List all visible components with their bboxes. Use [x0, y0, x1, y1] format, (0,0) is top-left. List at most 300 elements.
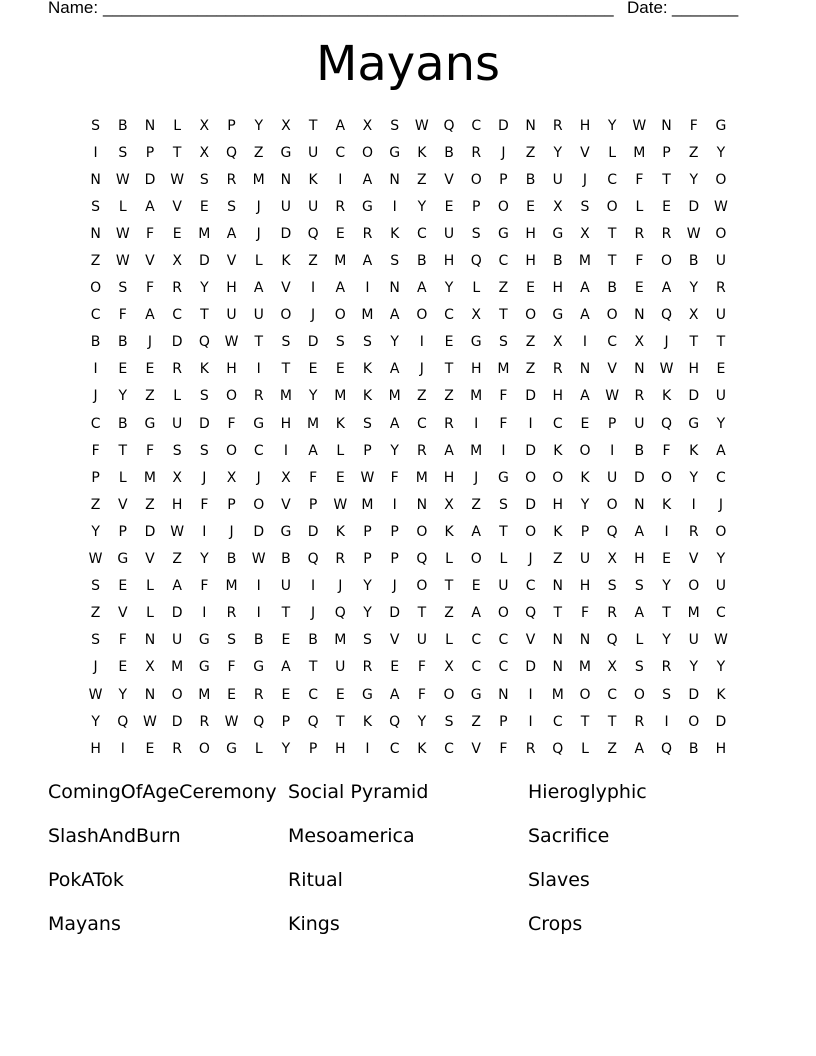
- grid-letter: B: [688, 253, 699, 270]
- grid-letter: W: [224, 334, 239, 351]
- grid-letter: S: [662, 686, 671, 703]
- grid-letter: M: [198, 225, 211, 242]
- grid-letter: S: [91, 578, 101, 595]
- grid-letter: F: [499, 415, 508, 432]
- grid-letter: O: [661, 469, 673, 486]
- grid-letter: N: [634, 307, 645, 324]
- grid-letter: E: [526, 280, 536, 297]
- grid-letter: V: [117, 605, 128, 622]
- grid-letter: H: [525, 225, 536, 242]
- grid-letter: C: [416, 415, 427, 432]
- grid-letter: P: [145, 144, 155, 161]
- grid-letter: I: [528, 415, 533, 432]
- grid-letter: W: [143, 713, 157, 730]
- grid-row: [82, 464, 735, 491]
- grid-letter: W: [713, 198, 728, 215]
- grid-letter: G: [198, 632, 210, 649]
- grid-letter: Z: [253, 144, 264, 161]
- grid-letter: I: [256, 605, 261, 622]
- grid-letter: H: [171, 496, 183, 513]
- grid-letter: I: [120, 740, 125, 757]
- grid-letter: E: [634, 280, 644, 297]
- grid-letter: V: [117, 496, 128, 513]
- grid-letter: Z: [552, 551, 563, 568]
- grid-letter: T: [417, 605, 427, 622]
- grid-letter: E: [526, 198, 536, 215]
- grid-letter: Y: [553, 144, 563, 161]
- grid-letter: M: [687, 605, 700, 622]
- grid-letter: O: [280, 307, 292, 324]
- grid-letter: E: [444, 334, 454, 351]
- grid-letter: P: [308, 496, 318, 513]
- grid-letter: Z: [444, 388, 454, 405]
- grid-letter: I: [474, 415, 479, 432]
- grid-letter: G: [497, 225, 509, 242]
- grid-letter: G: [280, 523, 292, 540]
- grid-letter: F: [417, 659, 426, 676]
- grid-letter: S: [444, 713, 454, 730]
- grid-letter: A: [226, 225, 237, 242]
- grid-letter: R: [471, 144, 482, 161]
- grid-letter: P: [580, 523, 590, 540]
- grid-letter: S: [118, 144, 128, 161]
- grid-letter: B: [308, 632, 318, 649]
- grid-letter: F: [227, 659, 236, 676]
- grid-letter: B: [634, 442, 645, 459]
- grid-letter: S: [363, 334, 372, 351]
- grid-letter: W: [224, 713, 239, 730]
- grid-letter: C: [716, 605, 726, 622]
- grid-letter: L: [118, 198, 127, 215]
- grid-letter: A: [580, 388, 590, 405]
- word-list-item: Crops: [528, 913, 583, 935]
- grid-letter: G: [253, 415, 265, 432]
- grid-letter: B: [281, 551, 291, 568]
- grid-letter: I: [283, 442, 288, 459]
- grid-letter: N: [389, 171, 400, 188]
- grid-letter: M: [334, 253, 347, 270]
- grid-letter: A: [389, 686, 400, 703]
- grid-letter: H: [552, 388, 564, 405]
- grid-letter: H: [443, 253, 455, 270]
- page-title: Mayans: [315, 36, 501, 92]
- grid-letter: Y: [689, 469, 698, 486]
- grid-letter: P: [308, 740, 318, 757]
- grid-letter: M: [388, 388, 401, 405]
- grid-letter: X: [580, 225, 590, 242]
- grid-letter: C: [607, 686, 618, 703]
- grid-letter: E: [281, 632, 291, 649]
- grid-letter: C: [552, 415, 563, 432]
- grid-letter: L: [173, 117, 182, 134]
- grid-letter: O: [552, 469, 564, 486]
- grid-letter: W: [713, 632, 728, 649]
- grid-letter: Y: [716, 551, 726, 568]
- grid-letter: K: [553, 523, 563, 540]
- grid-letter: F: [91, 442, 100, 459]
- grid-letter: S: [91, 198, 101, 215]
- grid-letter: G: [552, 225, 564, 242]
- grid-letter: B: [226, 551, 237, 568]
- grid-letter: E: [580, 415, 590, 432]
- grid-letter: R: [688, 523, 699, 540]
- grid-letter: Y: [363, 605, 372, 622]
- grid-letter: Y: [363, 578, 372, 595]
- grid-letter: L: [581, 740, 589, 757]
- name-field-line: ______________________________________________________: [103, 0, 614, 17]
- grid-letter: Z: [417, 388, 427, 405]
- grid-letter: P: [662, 144, 671, 161]
- grid-letter: D: [198, 415, 210, 432]
- grid-letter: K: [199, 361, 209, 378]
- grid-row: [82, 573, 735, 600]
- grid-letter: N: [634, 496, 645, 513]
- word-list-item: Mayans: [48, 913, 121, 935]
- grid-letter: B: [90, 334, 101, 351]
- grid-letter: K: [661, 496, 672, 513]
- grid-letter: X: [145, 659, 155, 676]
- grid-letter: T: [172, 144, 182, 161]
- grid-letter: Z: [525, 361, 536, 378]
- grid-letter: S: [580, 198, 590, 215]
- grid-letter: R: [525, 740, 536, 757]
- grid-letter: S: [91, 632, 101, 649]
- grid-row: [82, 491, 735, 518]
- grid-letter: P: [363, 442, 372, 459]
- grid-letter: D: [171, 605, 183, 622]
- grid-letter: S: [199, 388, 209, 405]
- grid-letter: O: [715, 523, 727, 540]
- grid-letter: N: [389, 280, 400, 297]
- grid-letter: P: [390, 551, 399, 568]
- grid-letter: T: [281, 605, 291, 622]
- grid-letter: E: [444, 198, 454, 215]
- grid-letter: O: [416, 523, 428, 540]
- grid-letter: J: [256, 198, 261, 215]
- grid-letter: J: [528, 551, 533, 568]
- grid-letter: H: [552, 496, 564, 513]
- grid-letter: H: [90, 740, 101, 757]
- grid-letter: C: [471, 117, 482, 134]
- word-list-row: [48, 822, 768, 866]
- grid-letter: T: [444, 578, 454, 595]
- grid-row: [82, 139, 735, 166]
- grid-letter: J: [338, 578, 343, 595]
- grid-letter: O: [443, 686, 455, 703]
- grid-letter: F: [309, 469, 318, 486]
- grid-letter: Y: [118, 388, 128, 405]
- grid-letter: V: [607, 361, 617, 378]
- grid-letter: Q: [334, 605, 346, 622]
- grid-letter: Z: [525, 334, 536, 351]
- grid-letter: I: [256, 578, 261, 595]
- grid-letter: J: [93, 659, 98, 676]
- grid-letter: O: [334, 307, 346, 324]
- grid-letter: R: [634, 225, 645, 242]
- grid-letter: E: [308, 361, 318, 378]
- grid-letter: T: [499, 523, 508, 540]
- grid-letter: U: [307, 144, 319, 161]
- grid-letter: J: [256, 469, 261, 486]
- grid-letter: G: [688, 415, 700, 432]
- word-list-item: Mesoamerica: [288, 825, 415, 847]
- grid-letter: C: [471, 659, 482, 676]
- grid-letter: M: [633, 144, 646, 161]
- grid-letter: O: [579, 442, 591, 459]
- grid-letter: O: [525, 523, 537, 540]
- grid-letter: U: [280, 198, 292, 215]
- grid-letter: J: [147, 334, 153, 351]
- grid-letter: C: [90, 415, 101, 432]
- grid-letter: T: [308, 659, 318, 676]
- grid-letter: Z: [607, 740, 617, 757]
- grid-letter: L: [254, 740, 263, 757]
- grid-row: [82, 356, 735, 383]
- word-list-row: [48, 778, 768, 822]
- grid-letter: U: [307, 198, 319, 215]
- grid-letter: D: [715, 713, 727, 730]
- grid-row: [82, 166, 735, 193]
- grid-letter: G: [226, 740, 237, 757]
- grid-letter: N: [280, 171, 292, 188]
- grid-letter: I: [202, 605, 207, 622]
- grid-letter: R: [416, 442, 427, 459]
- grid-letter: R: [552, 361, 563, 378]
- grid-letter: F: [662, 442, 671, 459]
- grid-letter: X: [471, 307, 482, 324]
- grid-letter: M: [470, 388, 483, 405]
- grid-letter: T: [580, 713, 590, 730]
- grid-letter: V: [444, 171, 454, 188]
- grid-letter: M: [279, 388, 292, 405]
- grid-letter: O: [606, 307, 618, 324]
- grid-letter: L: [499, 551, 508, 568]
- grid-letter: I: [311, 578, 316, 595]
- grid-letter: Z: [90, 253, 101, 270]
- grid-letter: K: [444, 523, 454, 540]
- grid-letter: Q: [307, 551, 319, 568]
- grid-letter: S: [281, 334, 291, 351]
- grid-letter: Z: [688, 144, 699, 161]
- grid-letter: R: [444, 415, 454, 432]
- grid-letter: Y: [308, 388, 318, 405]
- grid-letter: C: [498, 632, 509, 649]
- grid-letter: A: [335, 280, 346, 297]
- grid-letter: N: [634, 361, 645, 378]
- grid-letter: E: [662, 198, 671, 215]
- grid-letter: V: [471, 740, 481, 757]
- grid-letter: S: [227, 632, 236, 649]
- grid-letter: X: [634, 334, 645, 351]
- grid-letter: H: [525, 253, 536, 270]
- grid-letter: H: [579, 578, 591, 595]
- grid-letter: R: [172, 280, 183, 297]
- grid-letter: E: [172, 225, 182, 242]
- grid-letter: T: [444, 361, 454, 378]
- grid-letter: H: [470, 361, 482, 378]
- grid-letter: W: [414, 117, 429, 134]
- grid-letter: D: [144, 523, 156, 540]
- grid-letter: R: [172, 740, 183, 757]
- grid-letter: A: [444, 442, 454, 459]
- grid-letter: F: [635, 253, 644, 270]
- grid-letter: O: [171, 686, 183, 703]
- grid-letter: J: [474, 469, 479, 486]
- grid-letter: B: [444, 144, 454, 161]
- word-list-row: [48, 910, 768, 954]
- grid-letter: E: [471, 578, 481, 595]
- grid-letter: O: [361, 144, 373, 161]
- grid-letter: E: [335, 361, 345, 378]
- grid-letter: K: [362, 361, 373, 378]
- grid-letter: W: [115, 171, 130, 188]
- grid-letter: T: [336, 713, 345, 730]
- grid-letter: F: [580, 605, 589, 622]
- grid-letter: U: [552, 171, 563, 188]
- grid-letter: W: [115, 225, 130, 242]
- grid-letter: E: [281, 686, 291, 703]
- grid-letter: K: [716, 686, 726, 703]
- grid-letter: E: [227, 686, 236, 703]
- grid-letter: O: [715, 171, 727, 188]
- grid-letter: C: [498, 253, 509, 270]
- grid-letter: S: [91, 117, 101, 134]
- grid-letter: B: [117, 334, 128, 351]
- grid-letter: Y: [580, 496, 590, 513]
- grid-letter: F: [145, 442, 154, 459]
- grid-letter: O: [253, 496, 265, 513]
- grid-letter: T: [607, 713, 617, 730]
- grid-letter: M: [578, 659, 592, 676]
- grid-letter: A: [580, 280, 590, 297]
- grid-letter: B: [607, 280, 617, 297]
- grid-letter: M: [307, 415, 320, 432]
- grid-letter: C: [335, 144, 346, 161]
- grid-letter: P: [499, 171, 508, 188]
- grid-letter: Q: [389, 713, 401, 730]
- grid-letter: T: [662, 171, 671, 188]
- grid-letter: I: [664, 523, 669, 540]
- grid-letter: C: [607, 334, 618, 351]
- grid-letter: G: [552, 307, 564, 324]
- grid-letter: Z: [471, 496, 482, 513]
- grid-letter: G: [280, 144, 292, 161]
- grid-letter: R: [362, 225, 373, 242]
- grid-letter: K: [661, 388, 672, 405]
- grid-letter: I: [582, 334, 588, 351]
- grid-letter: A: [716, 442, 726, 459]
- grid-letter: W: [170, 523, 185, 540]
- grid-letter: A: [389, 361, 400, 378]
- grid-row: [82, 518, 735, 545]
- grid-letter: I: [419, 334, 424, 351]
- grid-letter: K: [335, 523, 345, 540]
- grid-letter: J: [718, 496, 723, 513]
- grid-letter: Y: [91, 523, 100, 540]
- grid-letter: A: [634, 740, 645, 757]
- grid-letter: A: [471, 605, 481, 622]
- date-label: Date:: [627, 0, 668, 17]
- grid-letter: L: [445, 551, 453, 568]
- grid-letter: S: [227, 198, 236, 215]
- grid-letter: C: [172, 307, 183, 324]
- grid-letter: J: [202, 469, 207, 486]
- grid-letter: V: [281, 496, 291, 513]
- grid-letter: O: [90, 280, 102, 297]
- grid-row: [82, 708, 735, 735]
- grid-letter: F: [499, 740, 508, 757]
- grid-letter: K: [417, 144, 427, 161]
- grid-letter: W: [251, 551, 266, 568]
- grid-letter: Y: [390, 442, 399, 459]
- grid-letter: C: [498, 659, 509, 676]
- grid-letter: F: [200, 496, 209, 513]
- grid-letter: B: [688, 740, 699, 757]
- grid-letter: G: [117, 551, 129, 568]
- grid-letter: X: [607, 551, 617, 568]
- grid-letter: M: [252, 171, 265, 188]
- grid-letter: I: [338, 171, 343, 188]
- grid-letter: Y: [417, 713, 427, 730]
- grid-letter: E: [335, 469, 345, 486]
- grid-letter: Y: [716, 415, 726, 432]
- grid-letter: F: [118, 632, 127, 649]
- grid-letter: T: [689, 334, 698, 351]
- grid-letter: P: [281, 713, 291, 730]
- grid-letter: U: [226, 307, 237, 324]
- grid-letter: V: [580, 144, 590, 161]
- grid-letter: N: [579, 361, 591, 378]
- grid-letter: U: [715, 307, 727, 324]
- grid-letter: D: [525, 388, 536, 405]
- grid-letter: D: [307, 334, 319, 351]
- grid-letter: C: [90, 307, 101, 324]
- grid-letter: H: [335, 740, 346, 757]
- grid-letter: Y: [689, 659, 698, 676]
- grid-letter: A: [580, 307, 590, 324]
- grid-letter: C: [253, 442, 264, 459]
- grid-letter: H: [715, 740, 727, 757]
- grid-letter: L: [146, 605, 154, 622]
- grid-letter: U: [607, 469, 618, 486]
- grid-letter: E: [118, 659, 128, 676]
- grid-letter: I: [93, 144, 98, 161]
- grid-letter: Q: [470, 253, 482, 270]
- grid-letter: Q: [661, 415, 673, 432]
- grid-letter: L: [445, 632, 453, 649]
- grid-letter: G: [715, 117, 727, 134]
- word-list-row: [48, 866, 768, 910]
- grid-letter: W: [605, 388, 620, 405]
- grid-letter: P: [91, 469, 100, 486]
- word-list-item: Slaves: [528, 869, 590, 891]
- grid-letter: M: [578, 253, 592, 270]
- grid-letter: S: [390, 253, 400, 270]
- grid-letter: Q: [307, 713, 319, 730]
- grid-letter: P: [118, 523, 127, 540]
- grid-letter: O: [661, 253, 673, 270]
- grid-letter: O: [226, 442, 238, 459]
- grid-letter: J: [311, 307, 316, 324]
- grid-letter: D: [280, 225, 292, 242]
- grid-letter: R: [607, 605, 618, 622]
- grid-letter: Y: [200, 551, 209, 568]
- grid-letter: I: [501, 442, 506, 459]
- grid-letter: S: [390, 117, 400, 134]
- grid-letter: C: [444, 740, 454, 757]
- grid-letter: N: [144, 117, 156, 134]
- grid-letter: R: [634, 388, 645, 405]
